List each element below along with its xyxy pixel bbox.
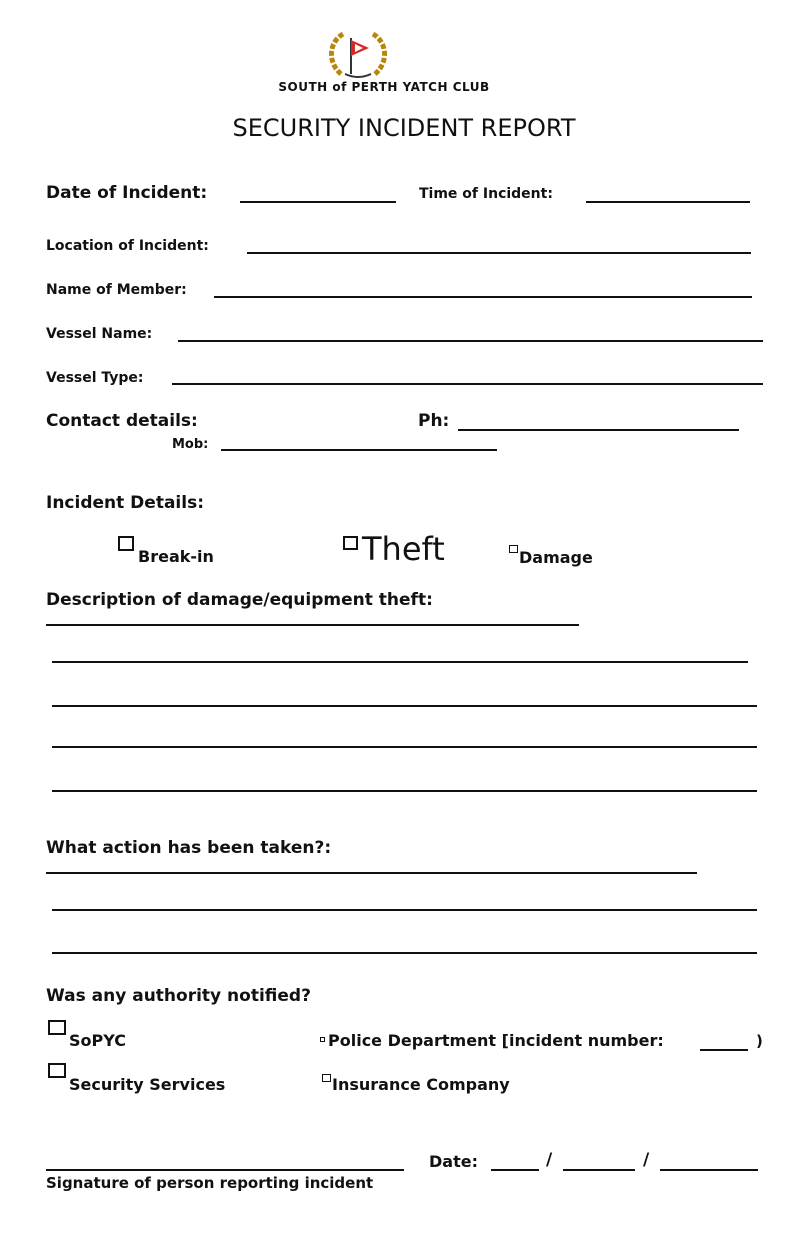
date-day-field[interactable] [491,1169,539,1171]
description-line-4[interactable] [52,746,757,748]
description-line-5[interactable] [52,790,757,792]
date-of-incident-label: Date of Incident: [46,183,208,203]
insurance-label: Insurance Company [332,1075,510,1094]
date-label: Date: [429,1152,478,1171]
description-line-3[interactable] [52,705,757,707]
authority-heading: Was any authority notified? [46,986,311,1006]
break-in-label: Break-in [138,547,214,566]
member-name-label: Name of Member: [46,282,187,298]
insurance-checkbox[interactable] [322,1074,331,1082]
police-checkbox[interactable] [320,1037,325,1042]
club-logo-icon [321,28,395,82]
contact-details-label: Contact details: [46,411,198,431]
security-services-label: Security Services [69,1075,226,1094]
description-heading: Description of damage/equipment theft: [46,590,433,610]
theft-label: Theft [362,530,445,568]
phone-label: Ph: [418,411,450,431]
sopyc-label: SoPYC [69,1031,126,1050]
location-label: Location of Incident: [46,238,209,254]
location-field[interactable] [247,252,751,254]
description-line-2[interactable] [52,661,748,663]
damage-checkbox[interactable] [509,545,518,553]
page-title: SECURITY INCIDENT REPORT [232,114,576,142]
vessel-name-label: Vessel Name: [46,326,153,342]
action-line-2[interactable] [52,909,757,911]
phone-field[interactable] [458,429,739,431]
date-month-field[interactable] [563,1169,635,1171]
security-services-checkbox[interactable] [48,1063,66,1078]
description-line-1[interactable] [46,624,579,626]
vessel-name-field[interactable] [178,340,763,342]
damage-label: Damage [519,548,593,567]
date-year-field[interactable] [660,1169,758,1171]
club-name: SOUTH of PERTH YATCH CLUB [278,80,490,94]
police-close-paren: ) [756,1032,763,1050]
date-separator-1: / [546,1150,553,1170]
date-of-incident-field[interactable] [240,201,396,203]
mobile-label: Mob: [172,437,209,452]
mobile-field[interactable] [221,449,497,451]
police-label: Police Department [incident number: [328,1031,664,1050]
action-line-3[interactable] [52,952,757,954]
time-of-incident-label: Time of Incident: [419,186,553,202]
sopyc-checkbox[interactable] [48,1020,66,1035]
police-incident-number-field[interactable] [700,1049,748,1051]
action-heading: What action has been taken?: [46,838,332,858]
vessel-type-label: Vessel Type: [46,370,144,386]
date-separator-2: / [643,1150,650,1170]
vessel-type-field[interactable] [172,383,763,385]
time-of-incident-field[interactable] [586,201,750,203]
signature-label: Signature of person reporting incident [46,1174,374,1192]
theft-checkbox[interactable] [343,536,358,550]
incident-details-heading: Incident Details: [46,493,204,513]
break-in-checkbox[interactable] [118,536,134,551]
action-line-1[interactable] [46,872,697,874]
signature-field[interactable] [46,1169,404,1171]
member-name-field[interactable] [214,296,752,298]
